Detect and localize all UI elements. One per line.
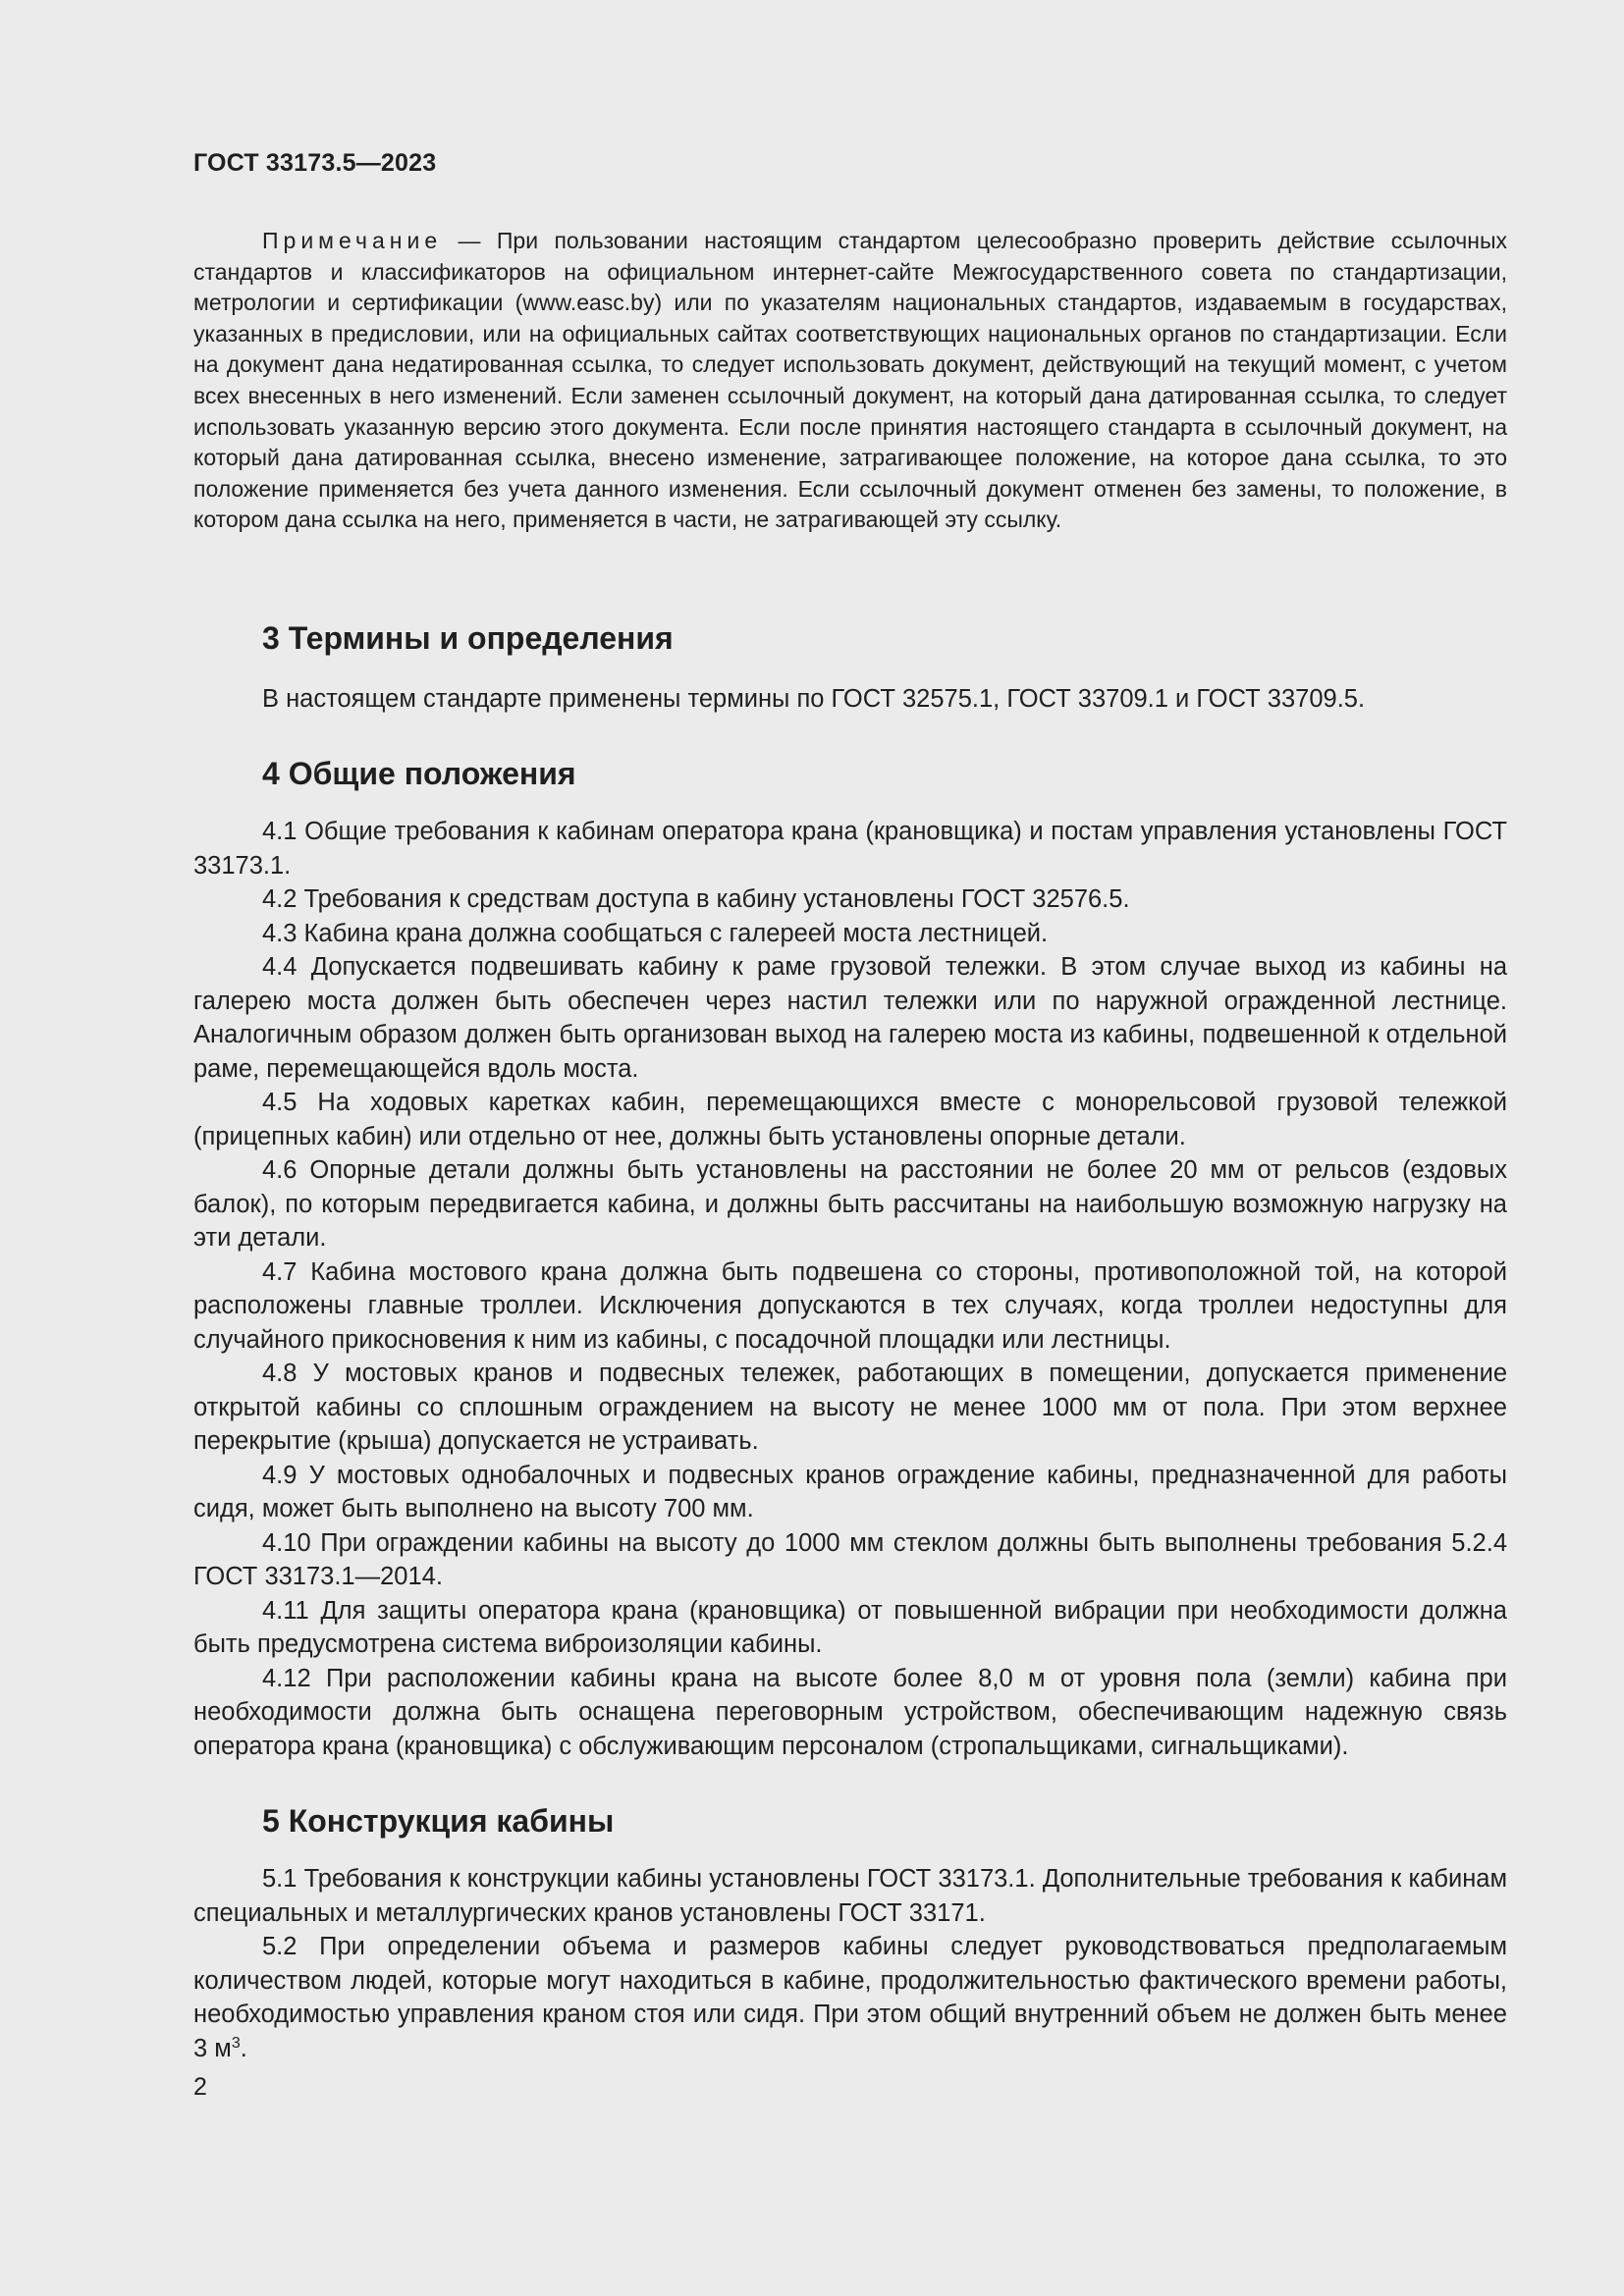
note-label: Примечание xyxy=(262,228,443,253)
paragraph-4-2: 4.2 Требования к средствам доступа в кабину установлены ГОСТ 32576.5. xyxy=(262,885,1130,913)
paragraph-4-4: 4.4 Допускается подвешивать кабину к раме грузовой тележки. В этом случае выход из кабины на галерею моста должен быть обеспечен через настил тележки или по наружной огражденной лестнице. Аналогичным образом должен быть организован выход на галерею моста из кабины, подвешенной к отдельной раме, перемещающейся вдоль моста. xyxy=(193,953,1507,1083)
section-5 xyxy=(193,1803,1507,2065)
paragraph-4-11: 4.11 Для защиты оператора крана (крановщика) от повышенной вибрации при необходимости должна быть предусмотрена система виброизоляции кабины. xyxy=(193,1596,1507,1658)
superscript-cubic: 3 xyxy=(231,2034,241,2052)
section-5-heading: 5 Конструкция кабины xyxy=(262,1803,615,1839)
paragraph-4-5: 4.5 На ходовых каретках кабин, перемещающихся вместе с монорельсовой грузовой тележкой (прицепных кабин) или отдельно от нее, должны быть установлены опорные детали. xyxy=(193,1089,1507,1150)
note-text: — При пользовании настоящим стандартом целесообразно проверить действие ссылочных стандартов и классификаторов на официальном интернет-сайте Межгосударственного совета по стандартизации, метрологии и сертификации (www.easc.by) или по указателям национальных стандартов, издаваемым в государствах, указанных в предисловии, или на официальных сайтах соответствующих национальных органов по стандартизации. Если на документ дана недатированная ссылка, то следует использовать документ, действующий на текущий момент, с учетом всех внесенных в него изменений. Если заменен ссылочный документ, на который дана датированная ссылка, то следует использовать указанную версию этого документа. Если после принятия настоящего стандарта в ссылочный документ, на который дана датированная ссылка, внесено изменение, затрагивающее положение, на которое дана ссылка, то это положение применяется без учета данного изменения. Если ссылочный документ отменен без замены, то положение, в котором дана ссылка на него, применяется в части, не затрагивающей эту ссылку. xyxy=(193,228,1507,533)
paragraph-4-3: 4.3 Кабина крана должна сообщаться с галереей моста лестницей. xyxy=(262,919,1049,947)
section-3-heading: 3 Термины и определения xyxy=(262,620,674,656)
section-3 xyxy=(193,620,1507,717)
section-3-paragraph: В настоящем стандарте применены термины по ГОСТ 32575.1, ГОСТ 33709.1 и ГОСТ 33709.5. xyxy=(262,685,1366,713)
paragraph-4-9: 4.9 У мостовых однобалочных и подвесных кранов ограждение кабины, предназначенной для работы сидя, может быть выполнено на высоту 700 мм. xyxy=(193,1461,1507,1522)
paragraph-5-2-text: 5.2 При определении объема и размеров кабины следует руководствоваться предполагаемым количеством людей, которые могут находиться в кабине, продолжительностью фактического времени работы, необходимостью управления краном стоя или сидя. При этом общий внутренний объем не должен быть менее 3 м xyxy=(193,1933,1507,2062)
page-number: 2 xyxy=(193,2073,207,2101)
paragraph-5-2 xyxy=(193,1930,1507,2065)
paragraph-5-1: 5.1 Требования к конструкции кабины установлены ГОСТ 33173.1. Дополнительные требования к кабинам специальных и металлургических кранов установлены ГОСТ 33171. xyxy=(193,1865,1507,1927)
paragraph-4-1: 4.1 Общие требования к кабинам оператора крана (крановщика) и постам управления установлены ГОСТ 33173.1. xyxy=(193,818,1507,880)
paragraph-4-12: 4.12 При расположении кабины крана на высоте более 8,0 м от уровня пола (земли) кабина при необходимости должна быть оснащена переговорным устройством, обеспечивающим надежную связь оператора крана (крановщика) с обслуживающим персоналом (стропальщиками, сигнальщиками). xyxy=(193,1664,1507,1760)
section-4 xyxy=(193,756,1507,1763)
paragraph-4-8: 4.8 У мостовых кранов и подвесных тележек, работающих в помещении, допускается применение открытой кабины со сплошным ограждением на высоту не менее 1000 мм от пола. При этом верхнее перекрытие (крыша) допускается не устраивать. xyxy=(193,1360,1507,1455)
section-4-heading: 4 Общие положения xyxy=(262,756,576,791)
note-block xyxy=(193,226,1507,536)
paragraph-4-10: 4.10 При ограждении кабины на высоту до 1000 мм стеклом должны быть выполнены требования 5.2.4 ГОСТ 33173.1—2014. xyxy=(193,1528,1507,1590)
document-header: ГОСТ 33173.5—2023 xyxy=(193,149,437,177)
paragraph-4-7: 4.7 Кабина мостового крана должна быть подвешена со стороны, противоположной той, на которой расположены главные троллеи. Исключения допускаются в тех случаях, когда троллеи недоступны для случайного прикосновения к ним из кабины, с посадочной площадки или лестницы. xyxy=(193,1257,1507,1354)
paragraph-5-2-end: . xyxy=(240,2034,247,2062)
paragraph-4-6: 4.6 Опорные детали должны быть установлены на расстоянии не более 20 мм от рельсов (ездовых балок), по которым передвигается кабина, и должны быть рассчитаны на наибольшую возможную нагрузку на эти детали. xyxy=(193,1156,1507,1252)
